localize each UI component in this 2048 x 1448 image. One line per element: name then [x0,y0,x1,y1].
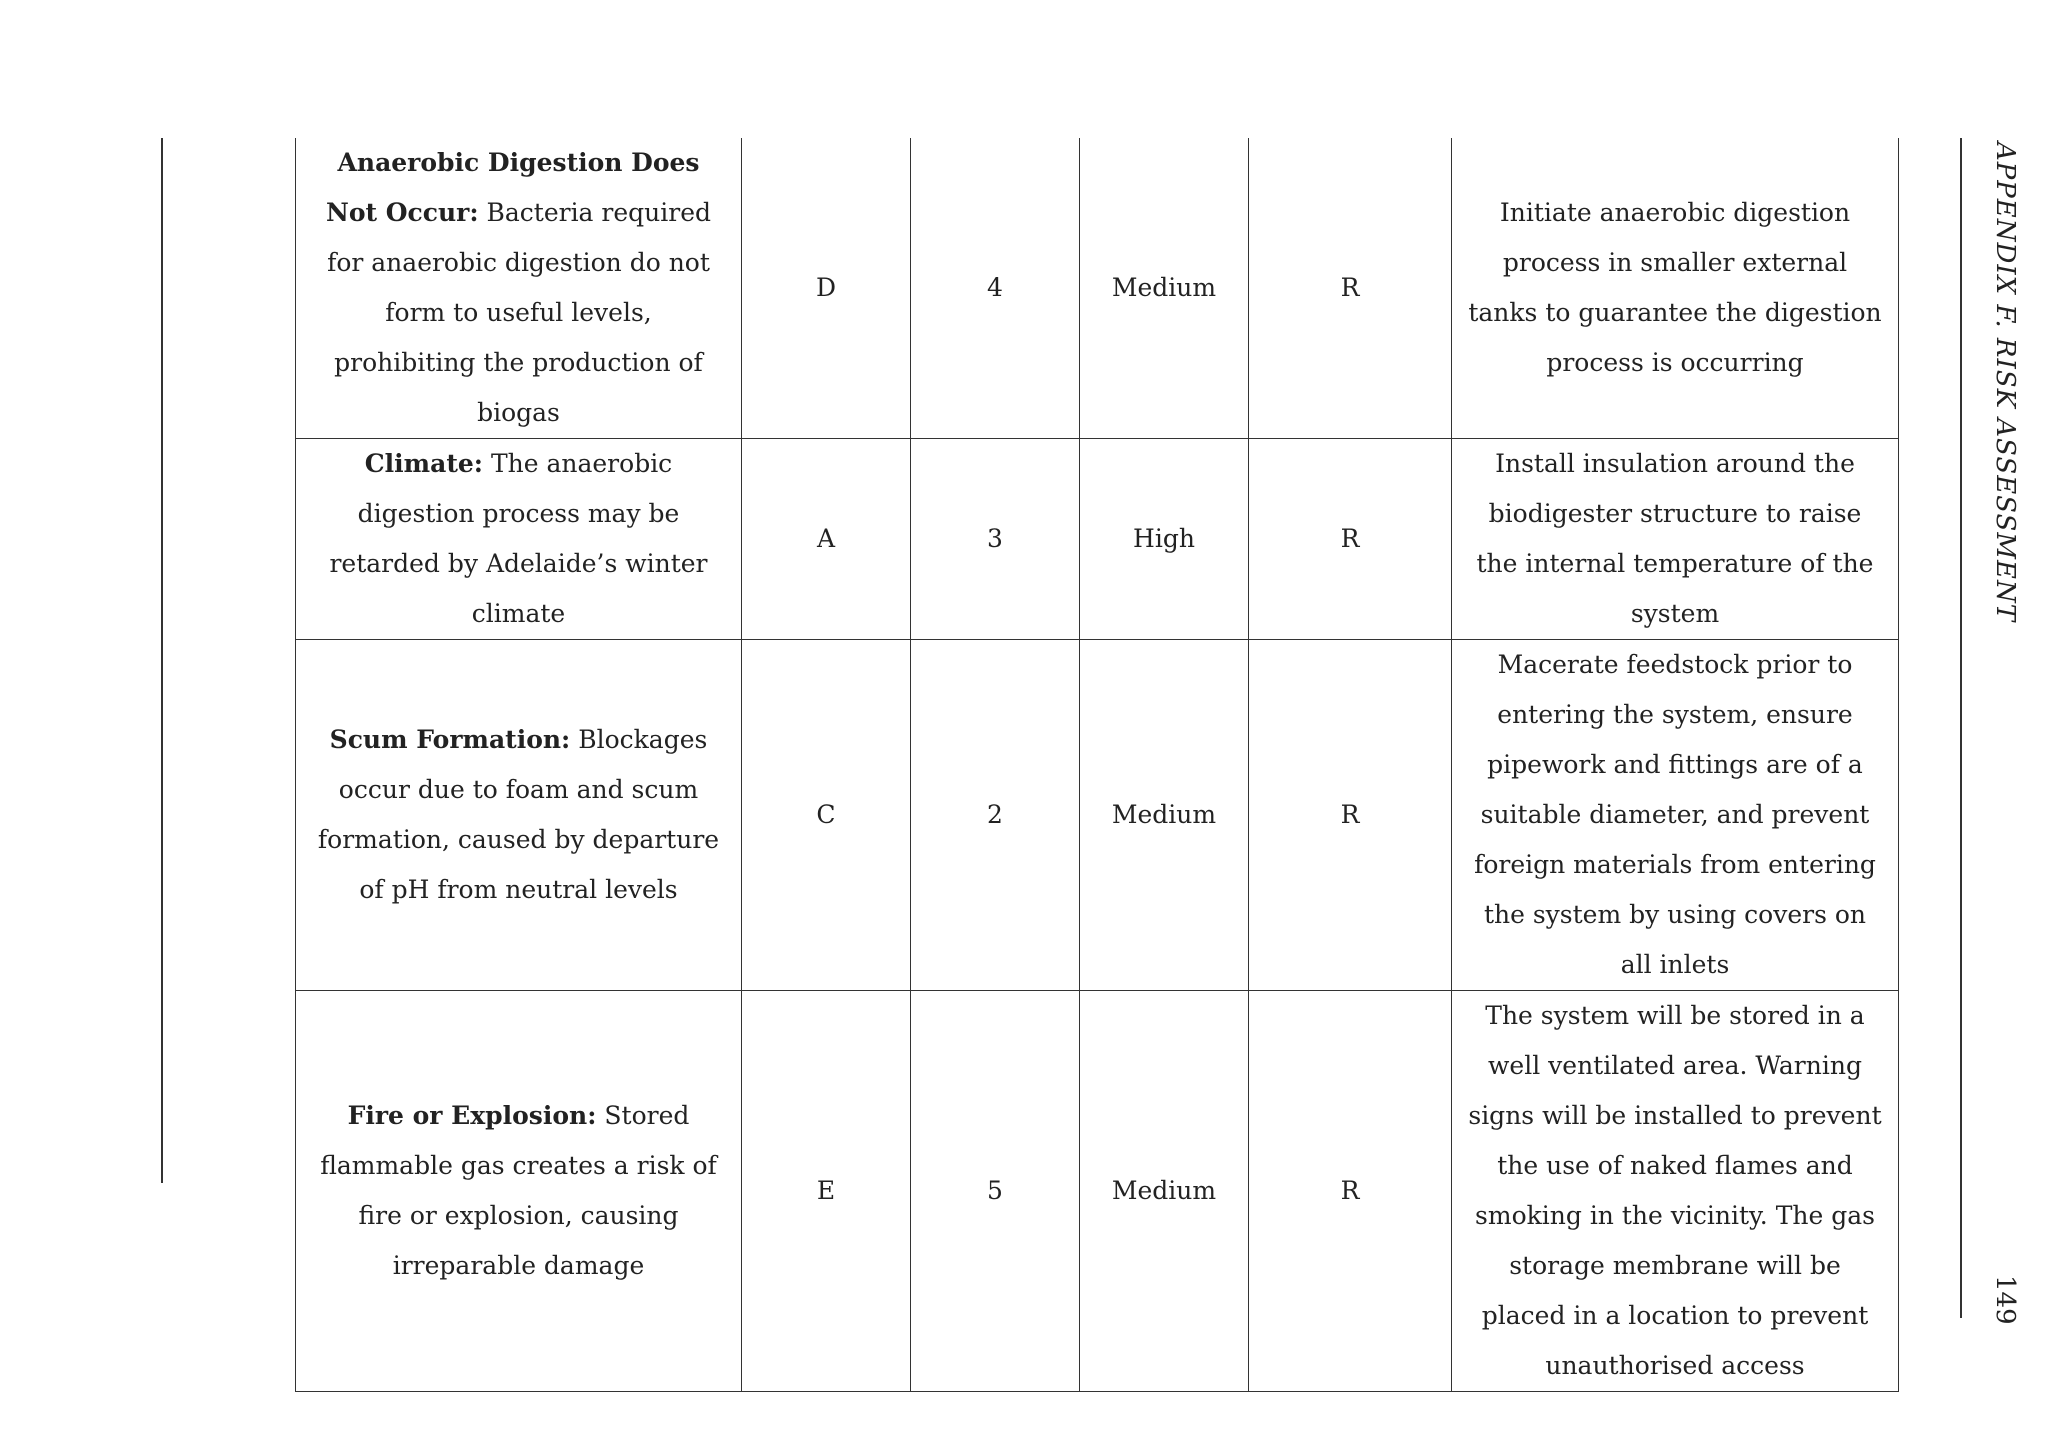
hazard-cell [296,991,742,1392]
likelihood-cell: E [742,991,911,1392]
hazard-description: Bacteria required for anaerobic digestion do not form to useful levels, prohibiting the production of biogas [327,198,712,427]
running-header-rule [1960,138,1962,1318]
control-measure-cell: Initiate anaerobic digestion process in smaller external tanks to guarantee the digestion process is occurring [1452,138,1899,439]
hazard-description: Stored flammable gas creates a risk of fire or explosion, causing irreparable damage [320,1101,717,1280]
hazard-description: Blockages occur due to foam and scum formation, caused by departure of pH from neutral levels [317,725,720,904]
control-measure-cell: The system will be stored in a well ventilated area. Warning signs will be installed to prevent the use of naked flames and smoking in the vicinity. The gas storage membrane will be placed in a location to prevent unauthorised access [1452,991,1899,1392]
status-cell: R [1249,439,1452,640]
likelihood-cell: C [742,640,911,991]
hazard-description: The anaerobic digestion process may be retarded by Adelaide’s winter climate [329,449,708,628]
hazard-title: Climate: [364,449,484,478]
hazard-title: Fire or Explosion: [347,1101,597,1130]
consequence-cell: 5 [911,991,1080,1392]
table-row [296,439,1899,640]
risk-assessment-table [295,138,1899,1392]
status-cell: R [1249,138,1452,439]
risk-level-cell: Medium [1080,640,1249,991]
risk-level-cell: High [1080,439,1249,640]
hazard-title: Scum Formation: [329,725,571,754]
table-row [296,991,1899,1392]
hazard-cell [296,439,742,640]
hazard-title: Anaerobic Digestion Does Not Occur: [325,148,700,227]
likelihood-cell: D [742,138,911,439]
page-number: 149 [1990,1275,2020,1325]
status-cell: R [1249,640,1452,991]
running-header-title: APPENDIX F. RISK ASSESSMENT [1990,142,2020,623]
hazard-cell [296,138,742,439]
control-measure-cell: Install insulation around the biodigester structure to raise the internal temperature of the system [1452,439,1899,640]
likelihood-cell: A [742,439,911,640]
control-measure-cell: Macerate feedstock prior to entering the system, ensure pipework and fittings are of a suitable diameter, and prevent foreign materials from entering the system by using covers on all inlets [1452,640,1899,991]
consequence-cell: 2 [911,640,1080,991]
left-margin-rule [161,138,163,1183]
risk-level-cell: Medium [1080,991,1249,1392]
table-row [296,138,1899,439]
consequence-cell: 4 [911,138,1080,439]
table-row [296,640,1899,991]
hazard-cell [296,640,742,991]
risk-level-cell: Medium [1080,138,1249,439]
status-cell: R [1249,991,1452,1392]
consequence-cell: 3 [911,439,1080,640]
